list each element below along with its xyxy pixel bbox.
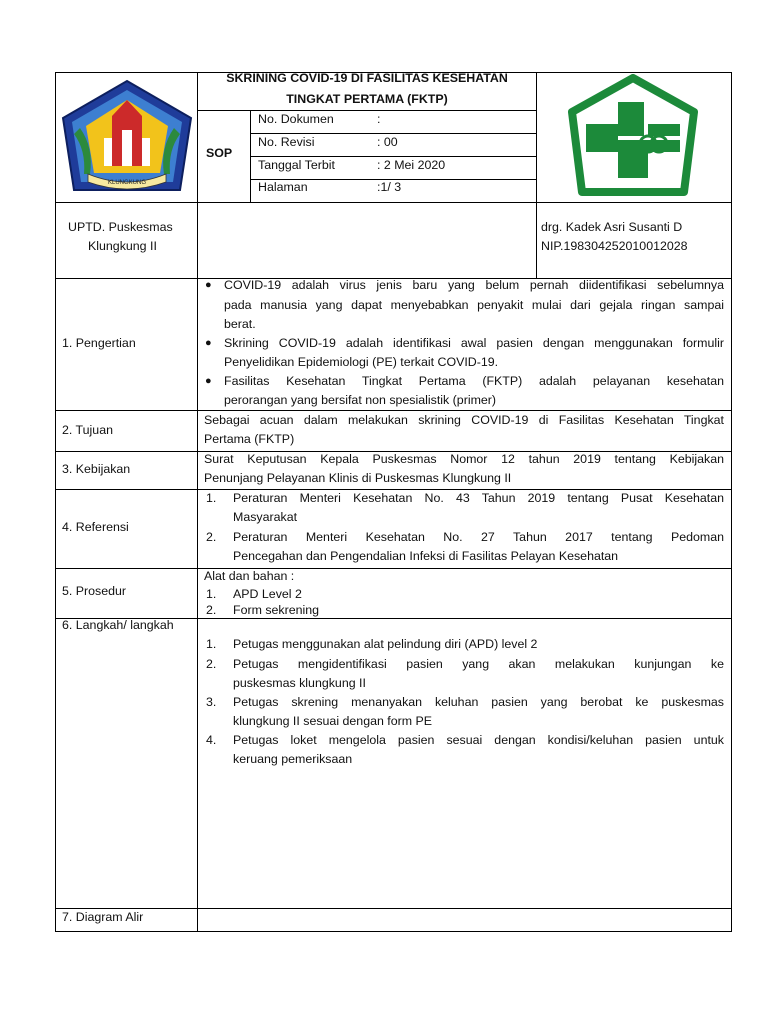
section-label-referensi: 4. Referensi bbox=[62, 520, 129, 534]
meta-value-tanggal-terbit: : 2 Mei 2020 bbox=[377, 158, 446, 172]
document-title-line-2: TINGKAT PERTAMA (FKTP) bbox=[286, 92, 448, 106]
pengertian-item-1-line-1: COVID-19 adalah virus jenis baru yang belum pernah diidentifikasi sebelumnya bbox=[224, 278, 724, 292]
pengertian-item-3-line-1: Fasilitas Kesehatan Tingkat Pertama (FKTP) adalah pelayanan kesehatan bbox=[224, 374, 724, 388]
row-line-referensi bbox=[55, 568, 732, 569]
prosedur-intro: Alat dan bahan : bbox=[204, 569, 295, 583]
emblem-banner-text: KLUNGKUNG bbox=[107, 180, 147, 186]
referensi-item-2-number: 2. bbox=[206, 530, 217, 544]
kebijakan-line-1: Surat Keputusan Kepala Puskesmas Nomor 12 tahun 2019 tentang Kebijakan bbox=[204, 452, 724, 466]
pengertian-item-1-line-3: berat. bbox=[224, 317, 256, 331]
referensi-item-2-line-2: Pencegahan dan Pengendalian Infeksi di Fasilitas Pelayan Kesehatan bbox=[233, 549, 619, 563]
document-title-line-1: SKRINING COVID-19 DI FASILITAS KESEHATAN bbox=[226, 71, 508, 85]
langkah-item-4-line-2: keruang pemeriksaan bbox=[233, 752, 353, 766]
langkah-item-2-line-2: puskesmas klungkung II bbox=[233, 676, 366, 690]
row-line-langkah bbox=[55, 908, 732, 909]
unit-name-line-1: UPTD. Puskesmas bbox=[68, 220, 173, 234]
bullet-icon: ● bbox=[205, 375, 212, 387]
langkah-item-4-line-1: Petugas loket mengelola pasien sesuai dengan kondisi/keluhan pasien untuk bbox=[233, 733, 724, 747]
langkah-item-4-number: 4. bbox=[206, 733, 217, 747]
label-column-divider bbox=[197, 278, 198, 932]
prosedur-item-1-text: APD Level 2 bbox=[233, 587, 302, 601]
section-label-pengertian: 1. Pengertian bbox=[62, 336, 136, 350]
langkah-item-1-number: 1. bbox=[206, 637, 217, 651]
klungkung-regency-emblem-icon bbox=[60, 78, 194, 196]
header-bottom-line bbox=[55, 202, 732, 203]
langkah-item-2-line-1: Petugas mengidentifikasi pasien yang akan melakukan kunjungan ke bbox=[233, 657, 724, 671]
langkah-item-3-number: 3. bbox=[206, 695, 217, 709]
unit-name-line-2: Klungkung II bbox=[88, 239, 157, 253]
section-label-tujuan: 2. Tujuan bbox=[62, 423, 113, 437]
langkah-item-3-line-2: klungkung II sesuai dengan form PE bbox=[233, 714, 433, 728]
section-label-langkah: 6. Langkah/ langkah bbox=[62, 618, 174, 632]
tujuan-line-1: Sebagai acuan dalam melakukan skrining COVID-19 di Fasilitas Kesehatan Tingkat bbox=[204, 413, 724, 427]
head-name: drg. Kadek Asri Susanti D bbox=[541, 220, 683, 234]
bullet-icon: ● bbox=[205, 279, 212, 291]
prosedur-item-2-text: Form sekrening bbox=[233, 603, 320, 617]
tujuan-line-2: Pertama (FKTP) bbox=[204, 432, 295, 446]
section-label-diagram-alir: 7. Diagram Alir bbox=[62, 910, 144, 924]
table-border-right bbox=[731, 72, 732, 932]
meta-value-no-revisi: : 00 bbox=[377, 135, 398, 149]
referensi-item-1-line-1: Peraturan Menteri Kesehatan No. 43 Tahun 2019 tentang Pusat Kesehatan bbox=[233, 491, 724, 505]
langkah-item-2-number: 2. bbox=[206, 657, 217, 671]
pengertian-item-1-line-2: pada manusia yang dapat menyebabkan penyakit mulai dari gejala ringan sampai bbox=[224, 298, 724, 312]
prosedur-item-2-number: 2. bbox=[206, 603, 217, 617]
sop-label: SOP bbox=[206, 146, 233, 160]
table-border-left bbox=[55, 72, 56, 932]
referensi-item-1-number: 1. bbox=[206, 491, 217, 505]
head-nip: NIP.198304252010012028 bbox=[541, 239, 688, 253]
meta-label-no-revisi: No. Revisi bbox=[258, 135, 315, 149]
meta-value-no-dokumen: : bbox=[377, 112, 381, 126]
table-border-bottom bbox=[55, 931, 732, 932]
title-bottom-line bbox=[197, 110, 537, 111]
pengertian-item-2-line-1: Skrining COVID-19 adalah identifikasi awal pasien dengan menggunakan formulir bbox=[224, 336, 724, 350]
puskesmas-logo-icon bbox=[566, 74, 700, 198]
section-label-kebijakan: 3. Kebijakan bbox=[62, 462, 131, 476]
section-label-prosedur: 5. Prosedur bbox=[62, 584, 127, 598]
meta-value-halaman: :1/ 3 bbox=[377, 180, 402, 194]
bullet-icon: ● bbox=[205, 337, 212, 349]
kebijakan-line-2: Penunjang Pelayanan Klinis di Puskesmas Klungkung II bbox=[204, 471, 512, 485]
referensi-item-1-line-2: Masyarakat bbox=[233, 510, 298, 524]
prosedur-item-1-number: 1. bbox=[206, 587, 217, 601]
langkah-item-1-line-1: Petugas menggunakan alat pelindung diri (APD) level 2 bbox=[233, 637, 538, 651]
meta-label-tanggal-terbit: Tanggal Terbit bbox=[258, 158, 335, 172]
meta-label-no-dokumen: No. Dokumen bbox=[258, 112, 334, 126]
pengertian-item-3-line-2: perorangan yang bersifat non spesialistik (primer) bbox=[224, 393, 497, 407]
referensi-item-2-line-1: Peraturan Menteri Kesehatan No. 27 Tahun 2017 tentang Pedoman bbox=[233, 530, 724, 544]
meta-label-halaman: Halaman bbox=[258, 180, 308, 194]
pengertian-item-2-line-2: Penyelidikan Epidemiologi (PE) terkait COVID-19. bbox=[224, 355, 499, 369]
langkah-item-3-line-1: Petugas skrening menanyakan keluhan pasien yang berobat ke puskesmas bbox=[233, 695, 724, 709]
